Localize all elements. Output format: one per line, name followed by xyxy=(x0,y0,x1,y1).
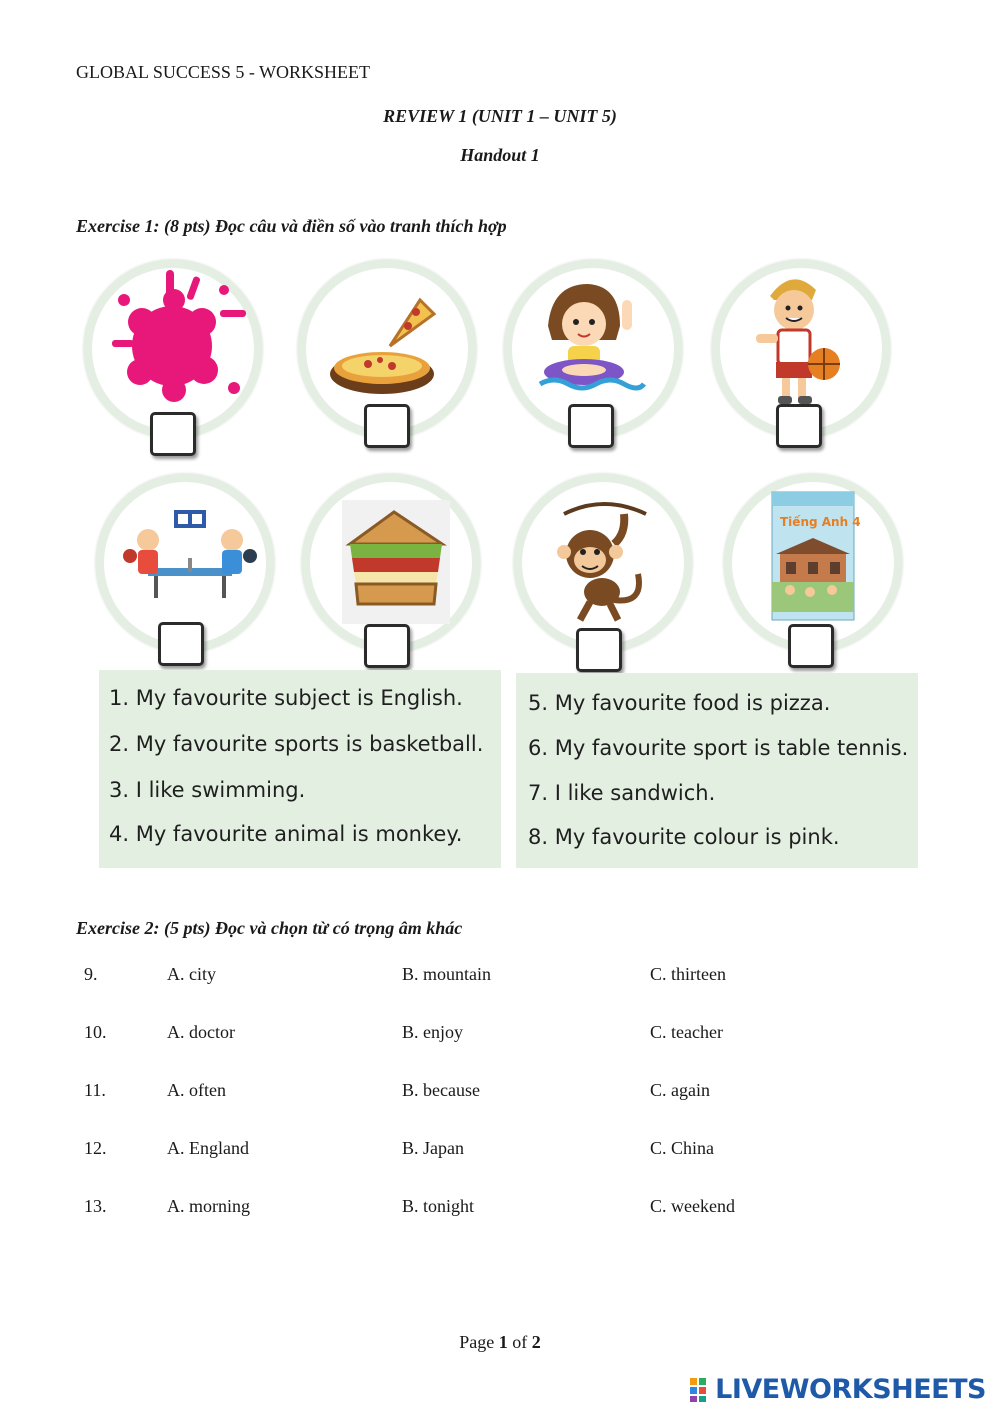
picture-sandwich xyxy=(302,474,482,654)
question-number: 10. xyxy=(84,1022,107,1042)
sentence-3: 3. I like swimming. xyxy=(109,778,306,802)
option-c[interactable]: C. China xyxy=(650,1138,715,1158)
picture-textbook xyxy=(724,474,904,654)
option-b[interactable]: B. mountain xyxy=(402,964,491,984)
picture-girl-swimming xyxy=(504,260,684,440)
question-number: 12. xyxy=(84,1138,107,1158)
option-b[interactable]: B. Japan xyxy=(402,1138,464,1158)
answer-box-3[interactable] xyxy=(568,404,614,448)
option-a[interactable]: A. city xyxy=(167,964,216,984)
answer-box-8[interactable] xyxy=(788,624,834,668)
question-number: 13. xyxy=(84,1196,107,1216)
brand-name: LIVEWORKSHEETS xyxy=(715,1374,986,1405)
sentence-7: 7. I like sandwich. xyxy=(528,781,716,805)
picture-boy-basketball xyxy=(712,260,892,440)
page-footer xyxy=(0,1332,1000,1353)
handout-title: Handout 1 xyxy=(460,145,540,165)
option-c[interactable]: C. weekend xyxy=(650,1196,735,1216)
sentence-2: 2. My favourite sports is basketball. xyxy=(109,732,484,756)
sentence-6: 6. My favourite sport is table tennis. xyxy=(528,736,909,760)
page-current: 1 xyxy=(498,1332,508,1352)
of-label: of xyxy=(512,1332,528,1352)
sentence-5: 5. My favourite food is pizza. xyxy=(528,691,831,715)
sentences-panel-left xyxy=(99,670,501,868)
option-c[interactable]: C. teacher xyxy=(650,1022,723,1042)
answer-box-7[interactable] xyxy=(576,628,622,672)
page-label: Page xyxy=(459,1332,495,1352)
exercise2-title: Exercise 2: (5 pts) Đọc và chọn từ có trọng âm khác xyxy=(76,918,463,938)
question-row xyxy=(0,1022,1000,1052)
question-row xyxy=(0,1080,1000,1110)
review-title: REVIEW 1 (UNIT 1 – UNIT 5) xyxy=(383,106,617,126)
question-number: 11. xyxy=(84,1080,106,1100)
answer-box-2[interactable] xyxy=(364,404,410,448)
option-b[interactable]: B. tonight xyxy=(402,1196,475,1216)
question-row xyxy=(0,1138,1000,1168)
option-b[interactable]: B. enjoy xyxy=(402,1022,463,1042)
book-title-line1: Tiếng Anh 4 xyxy=(780,515,861,529)
option-b[interactable]: B. because xyxy=(402,1080,480,1100)
monkey-icon xyxy=(514,474,694,654)
page-total: 2 xyxy=(531,1332,541,1352)
worksheet-header: GLOBAL SUCCESS 5 - WORKSHEET xyxy=(76,62,371,82)
sentence-8: 8. My favourite colour is pink. xyxy=(528,825,840,849)
answer-box-5[interactable] xyxy=(158,622,204,666)
exercise1-title: Exercise 1: (8 pts) Đọc câu và điền số vào tranh thích hợp xyxy=(76,216,507,236)
sentence-4: 4. My favourite animal is monkey. xyxy=(109,822,463,846)
option-a[interactable]: A. England xyxy=(167,1138,249,1158)
question-row xyxy=(0,964,1000,994)
option-c[interactable]: C. again xyxy=(650,1080,710,1100)
option-a[interactable]: A. often xyxy=(167,1080,226,1100)
sentences-panel-right xyxy=(516,673,918,868)
question-number: 9. xyxy=(84,964,98,984)
picture-pizza xyxy=(298,260,478,440)
liveworksheets-logo xyxy=(689,1374,986,1405)
sentence-1: 1. My favourite subject is English. xyxy=(109,686,463,710)
question-row xyxy=(0,1196,1000,1226)
answer-box-6[interactable] xyxy=(364,624,410,668)
picture-pink-splash xyxy=(84,260,264,440)
answer-box-4[interactable] xyxy=(776,404,822,448)
option-a[interactable]: A. morning xyxy=(167,1196,250,1216)
picture-table-tennis xyxy=(96,474,276,654)
answer-box-1[interactable] xyxy=(150,412,196,456)
option-c[interactable]: C. thirteen xyxy=(650,964,726,984)
option-a[interactable]: A. doctor xyxy=(167,1022,235,1042)
picture-monkey xyxy=(514,474,694,654)
liveworksheets-grid-icon xyxy=(689,1377,715,1403)
